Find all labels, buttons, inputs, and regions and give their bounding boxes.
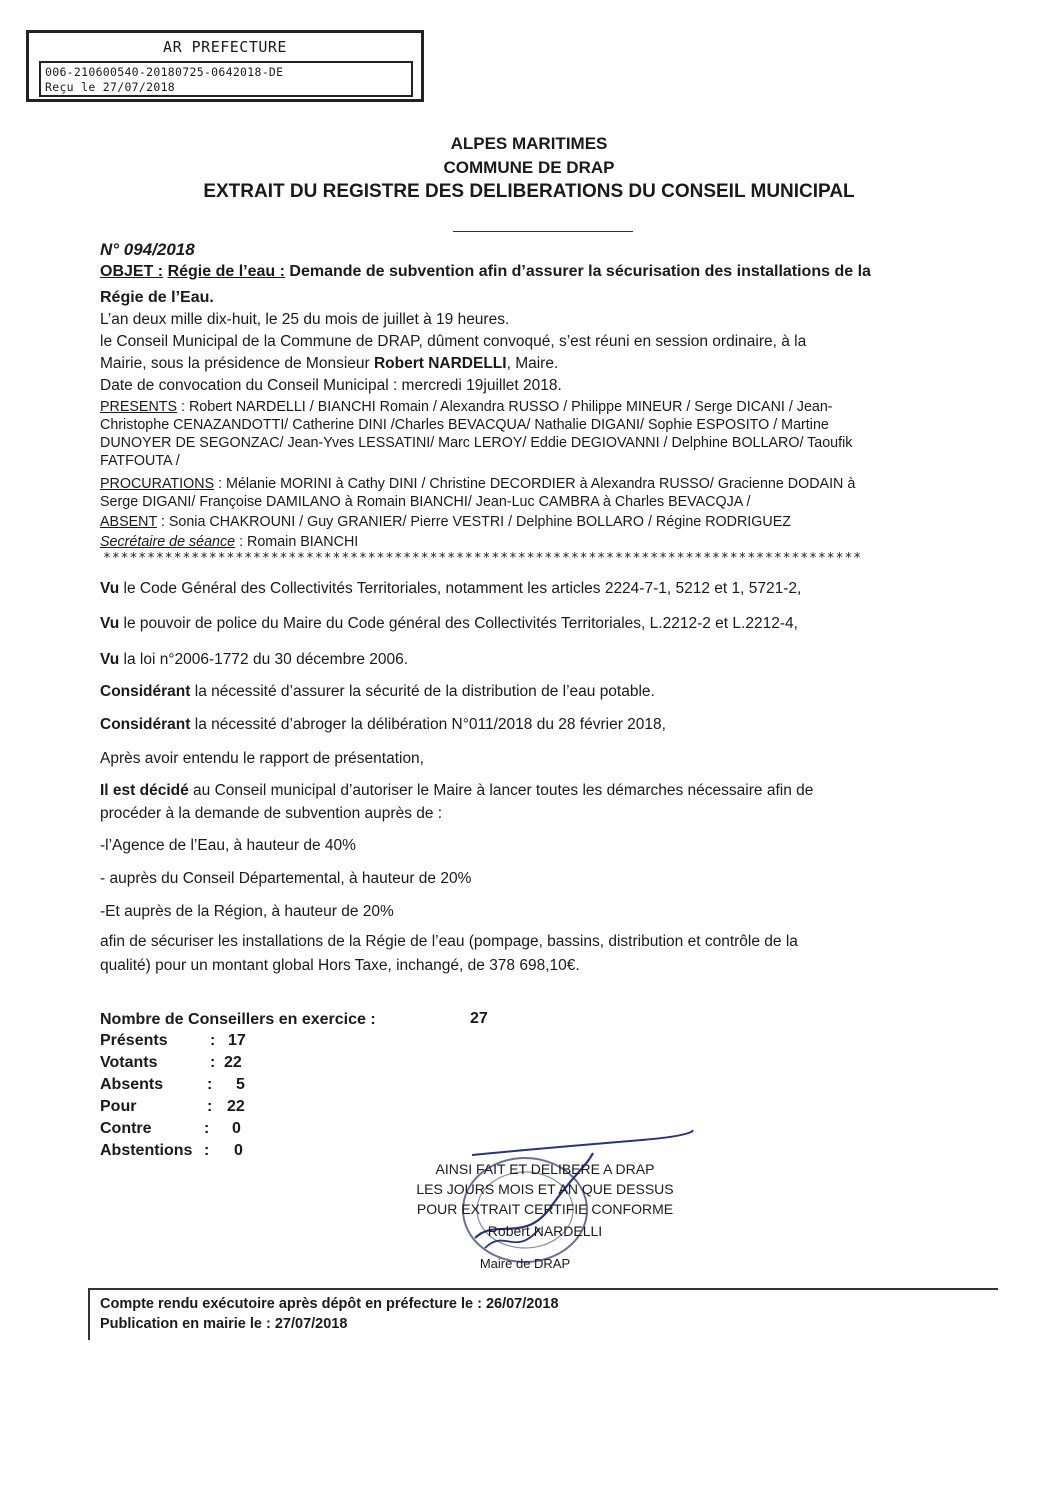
considerant-text: la nécessité d’assurer la sécurité de la distribution de l’eau potable. <box>190 683 655 700</box>
secretaire-text: : Romain BIANCHI <box>235 534 359 550</box>
absent-line <box>100 514 791 531</box>
session-convocation: le Conseil Municipal de la Commune de DRAP, dûment convoqué, s’est réuni en session ordinaire, à la <box>100 333 807 350</box>
presents-line-3: DUNOYER DE SEGONZAC/ Jean-Yves LESSATINI/ Marc LEROY/ Eddie DEGIOVANNI / Delphine BOLLARO/ Taoufik <box>100 435 853 451</box>
vote-row-value: 22 <box>227 1098 245 1115</box>
decision-label: Il est décidé <box>100 782 189 799</box>
secretaire-line <box>100 534 358 551</box>
objet-text: Demande de subvention afin d’assurer la sécurisation des installations de la <box>284 263 871 280</box>
prefecture-stamp <box>26 30 424 102</box>
vu-label: Vu <box>100 651 120 668</box>
vu-label: Vu <box>100 580 120 597</box>
secretaire-label: Secrétaire de séance <box>100 534 236 550</box>
considerant-text: la nécessité d’abroger la délibération N°011/2018 du 28 février 2018, <box>190 716 666 733</box>
procurations-label: PROCURATIONS <box>100 476 215 492</box>
presidence-suffix: , Maire. <box>506 355 559 372</box>
vote-row-label: Présents <box>100 1032 168 1049</box>
presidence-text: Mairie, sous la présidence de Monsieur <box>100 355 374 372</box>
vote-row-sep: : <box>210 1032 216 1049</box>
signature-line-2: LES JOURS MOIS ET AN QUE DESSUS <box>416 1181 674 1197</box>
presents-line-4: FATFOUTA / <box>100 453 180 469</box>
subsidy-item-3: -Et auprès de la Région, à hauteur de 20% <box>100 903 394 920</box>
rapport-line: Après avoir entendu le rapport de présentation, <box>100 750 424 767</box>
presents-line <box>100 399 833 416</box>
stamp-reference-box <box>39 61 413 97</box>
considerant-line-2 <box>100 716 666 735</box>
purpose-line-2: qualité) pour un montant global Hors Taxe, inchangé, de 378 698,10€. <box>100 957 580 974</box>
stamp-title: AR PREFECTURE <box>163 38 287 56</box>
considerant-label: Considérant <box>100 683 191 700</box>
decision-text: au Conseil municipal d’autoriser le Maire à lancer toutes les démarches nécessaire afin de <box>188 782 814 799</box>
vote-row-label: Contre <box>100 1120 152 1137</box>
vote-row-sep: : <box>207 1076 213 1093</box>
conseillers-exercice-value: 27 <box>470 1010 488 1027</box>
commune-heading: COMMUNE DE DRAP <box>443 158 615 177</box>
stamp-received-date: Reçu le 27/07/2018 <box>45 80 176 94</box>
decision-line-2: procéder à la demande de subvention auprès de : <box>100 805 443 822</box>
considerant-label: Considérant <box>100 716 191 733</box>
department-heading: ALPES MARITIMES <box>450 134 608 153</box>
vote-row-label: Absents <box>100 1076 164 1093</box>
vote-row-label: Votants <box>100 1054 158 1071</box>
presents-text: : Robert NARDELLI / BIANCHI Romain / Alexandra RUSSO / Philippe MINEUR / Serge DICANI / Jean- <box>177 399 833 415</box>
document-title: EXTRAIT DU REGISTRE DES DELIBERATIONS DU CONSEIL MUNICIPAL <box>203 181 855 202</box>
presents-label: PRESENTS <box>100 399 178 415</box>
deliberation-number: N° 094/2018 <box>100 240 195 259</box>
vote-row-sep: : <box>204 1142 210 1159</box>
vu-line-1 <box>100 580 801 599</box>
objet-line <box>100 262 871 281</box>
vote-row-sep: : <box>207 1098 213 1115</box>
vu-label: Vu <box>100 615 120 632</box>
vu-line-3 <box>100 651 408 670</box>
presents-line-2: Christophe CENAZANDOTTI/ Catherine DINI /Charles BEVACQUA/ Nathalie DIGANI/ Sophie ESPOSITO / Martine <box>100 417 829 433</box>
signature-line-1: AINSI FAIT ET DELIBERE A DRAP <box>435 1161 655 1177</box>
vote-row-value: 5 <box>236 1076 245 1093</box>
signatory-title: Maire de DRAP <box>479 1256 571 1271</box>
session-date: L’an deux mille dix-huit, le 25 du mois de juillet à 19 heures. <box>100 311 510 328</box>
vote-row-sep: : <box>210 1054 216 1071</box>
signature-line-3: POUR EXTRAIT CERTIFIE CONFORME <box>416 1201 674 1217</box>
vote-row-value: 0 <box>232 1120 241 1137</box>
absent-label: ABSENT <box>100 514 157 530</box>
subsidy-item-2: - auprès du Conseil Départemental, à hauteur de 20% <box>100 870 472 887</box>
purpose-line-1: afin de sécuriser les installations de la Régie de l’eau (pompage, bassins, distribution et contrôle de la <box>100 933 798 950</box>
vote-row-label: Abstentions <box>100 1142 193 1159</box>
vu-line-2 <box>100 615 798 634</box>
conseillers-exercice-label: Nombre de Conseillers en exercice : <box>100 1011 376 1028</box>
footer-executoire: Compte rendu exécutoire après dépôt en préfecture le : 26/07/2018 <box>100 1296 559 1312</box>
vote-row-sep: : <box>204 1120 210 1137</box>
vote-row-label: Pour <box>100 1098 137 1115</box>
vu-text: la loi n°2006-1772 du 30 décembre 2006. <box>119 651 409 668</box>
header-divider <box>453 231 633 232</box>
vote-row-value: 22 <box>224 1054 242 1071</box>
decision-line <box>100 782 813 801</box>
separator-stars: ************************************************************************************** <box>103 551 863 566</box>
signatory-name: Robert NARDELLI <box>487 1223 603 1239</box>
procurations-line <box>100 476 855 493</box>
session-presidence <box>100 355 558 374</box>
signature-scribble <box>462 1120 762 1160</box>
mayor-name: Robert NARDELLI <box>373 355 507 372</box>
absent-text: : Sonia CHAKROUNI / Guy GRANIER/ Pierre VESTRI / Delphine BOLLARO / Régine RODRIGUEZ <box>156 514 791 530</box>
convocation-date: Date de convocation du Conseil Municipal : mercredi 19juillet 2018. <box>100 377 562 394</box>
stamp-reference: 006-210600540-20180725-0642018-DE <box>45 65 284 79</box>
vu-text: le Code Général des Collectivités Territoriales, notamment les articles 2224-7-1, 5212 et 1, 5721-2, <box>119 580 802 597</box>
vote-row-value: 0 <box>234 1142 243 1159</box>
vote-row-value: 17 <box>228 1032 246 1049</box>
procurations-text: : Mélanie MORINI à Cathy DINI / Christine DECORDIER à Alexandra RUSSO/ Gracienne DODAIN à <box>214 476 856 492</box>
footer-publication: Publication en mairie le : 27/07/2018 <box>100 1316 348 1332</box>
procurations-line-2: Serge DIGANI/ Françoise DAMILANO à Romain BIANCHI/ Jean-Luc CAMBRA à Charles BEVACQJA / <box>100 494 751 510</box>
subsidy-item-1: -l’Agence de l’Eau, à hauteur de 40% <box>100 837 356 854</box>
objet-subject: Régie de l’eau : <box>167 263 285 280</box>
vu-text: le pouvoir de police du Maire du Code général des Collectivités Territoriales, L.2212-2 et L.2212-4, <box>119 615 798 632</box>
considerant-line-1 <box>100 683 655 702</box>
objet-text-continued: Régie de l’Eau. <box>100 289 214 306</box>
objet-label: OBJET : <box>100 263 164 280</box>
